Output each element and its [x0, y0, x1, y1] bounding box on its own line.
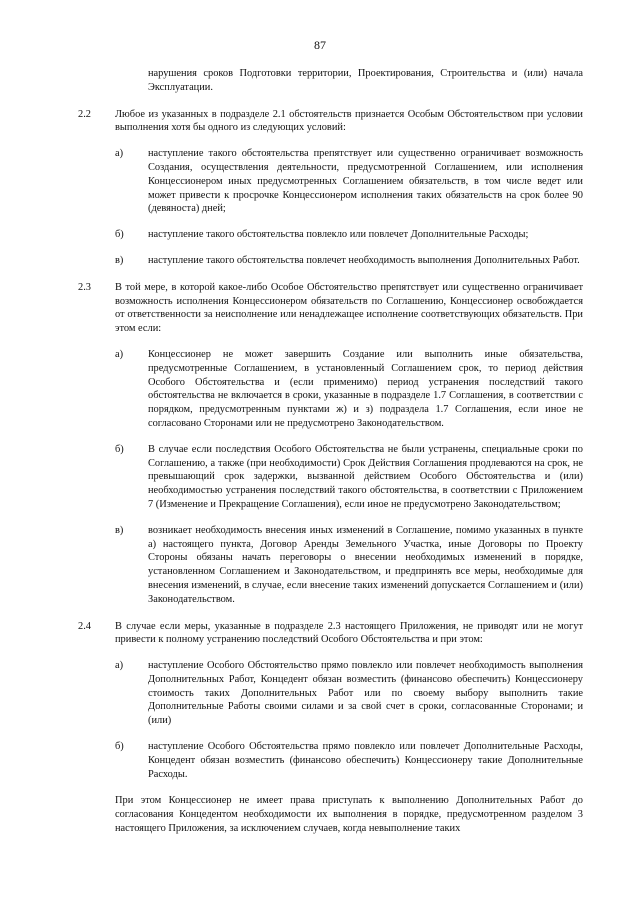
- document-body: [78, 67, 583, 836]
- list-item-marker: б): [115, 443, 124, 455]
- list-item-text: наступление Особого Обстоятельства прямо повлекло или повлечет Дополнительные Расходы, Концедент обязан возместить (финансово обеспечить) Концессионеру такие Дополнительные Расходы.: [148, 741, 583, 780]
- list-item-marker: а): [115, 660, 124, 672]
- clause-2-2: [78, 108, 583, 268]
- clause-body: [115, 108, 583, 268]
- clause-number: 2.2: [78, 108, 91, 120]
- clause-number: 2.4: [78, 620, 91, 632]
- list-item-text: наступление Особого Обстоятельство прямо повлекло или повлечет необходимость выполнения Дополнительных Работ, Концедент обязан возместить (финансово обеспечить) Концессионеру стоимость таких Дополнительных Работ или по своему выбору выполнить такие Дополнительные Работы своими силами и за свой счет в сроки, согласованные Сторонами; и (или): [148, 660, 583, 727]
- clause-text: Любое из указанных в подразделе 2.1 обстоятельств признается Особым Обстоятельством при условии выполнения хотя бы одного из следующих условий:: [115, 108, 583, 134]
- final-paragraph: При этом Концессионер не имеет права приступать к выполнению Дополнительных Работ до согласования Концедентом необходимости их выполнения в порядке, предусмотренном разделом 3 настоящего Приложения, за исключением случаев, когда невыполнение таких: [115, 795, 583, 835]
- clause-number: 2.3: [78, 281, 91, 293]
- clause-2-3: [78, 281, 583, 607]
- list-item-marker: б): [115, 229, 124, 241]
- list-item: [115, 228, 583, 242]
- list-item-marker: в): [115, 254, 124, 266]
- list-item: [115, 348, 583, 431]
- clause-text: В случае если меры, указанные в подразделе 2.3 настоящего Приложения, не приводят или не могут привести к полному устранению последствий Особого Обстоятельства и при этом:: [115, 620, 583, 646]
- clause-2-4: [78, 620, 583, 782]
- continuation-paragraph: нарушения сроков Подготовки территории, Проектирования, Строительства и (или) начала Эксплуатации.: [148, 68, 583, 93]
- list-item: [115, 659, 583, 728]
- list-item-text: Концессионер не может завершить Создание или выполнить иные обязательства, предусмотренные Соглашением, в установленный Соглашением срок, то период действия Особого Обстоятельства и (если применимо) период устранения последствий такого обстоятельства не включается в сроки, указанные в подразделе 1.7 Соглашения, в соответствии с порядком, предусмотренным пунктами ж) и з) подраздела 1.7 Соглашения, если иное не согласовано Сторонами или не предусмотрено Законодательством.: [148, 348, 583, 429]
- list-item-text: возникает необходимость внесения иных изменений в Соглашение, помимо указанных в пункте а) настоящего пункта, Договор Аренды Земельного Участка, иные Договоры по Проекту Стороны обязаны начать переговоры о внесении необходимых изменений в порядке, установленном Соглашением и Законодательством, и предпринять все меры, необходимые для внесения изменений, в случае, если внесение таких изменений допускается Соглашением и (или) Законодательством.: [148, 524, 583, 605]
- list-item-text: наступление такого обстоятельства препятствует или существенно ограничивает возможность Создания, осуществления деятельности, предусмотренной Соглашением, или исполнения Концессионером иных предусмотренных Соглашением обязательств, в том числе ведет или может привести к просрочке Концессионером исполнения таких обязательств на срок более 90 (девяноста) дней;: [148, 148, 583, 215]
- clause-body: [115, 281, 583, 607]
- list-item: [115, 524, 583, 607]
- list-item-marker: а): [115, 348, 124, 360]
- list-item-text: наступление такого обстоятельства повлечет необходимость выполнения Дополнительных Работ.: [148, 254, 580, 266]
- clause-body: [115, 620, 583, 782]
- list-item-marker: в): [115, 524, 124, 536]
- list-item-marker: а): [115, 148, 124, 160]
- list-item: [115, 443, 583, 512]
- list-item: [115, 147, 583, 216]
- page-number: 87: [314, 38, 326, 52]
- list-item-text: наступление такого обстоятельства повлекло или повлечет Дополнительные Расходы;: [148, 229, 529, 241]
- list-item: [115, 740, 583, 781]
- list-item-marker: б): [115, 741, 124, 753]
- clause-text: В той мере, в которой какое-либо Особое Обстоятельство препятствует или существенно ограничивает возможность исполнения Концессионером обязательств по Соглашению, Концессионер освобождается от ответственности за неисполнение или ненадлежащее исполнение соответствующих обязательств. При этом если:: [115, 281, 583, 335]
- list-item: [115, 254, 583, 268]
- list-item-text: В случае если последствия Особого Обстоятельства не были устранены, специальные сроки по Соглашению, а также (при необходимости) Срок Действия Соглашения продлеваются на срок, не превышающий срок задержки, вызванной действием Особого Обстоятельства и (или) необходимостью устранения последствий такого обстоятельства, в соответствии с Приложением 7 (Изменение и Прекращение Соглашения), если иное не предусмотрено Законодательством;: [148, 443, 583, 510]
